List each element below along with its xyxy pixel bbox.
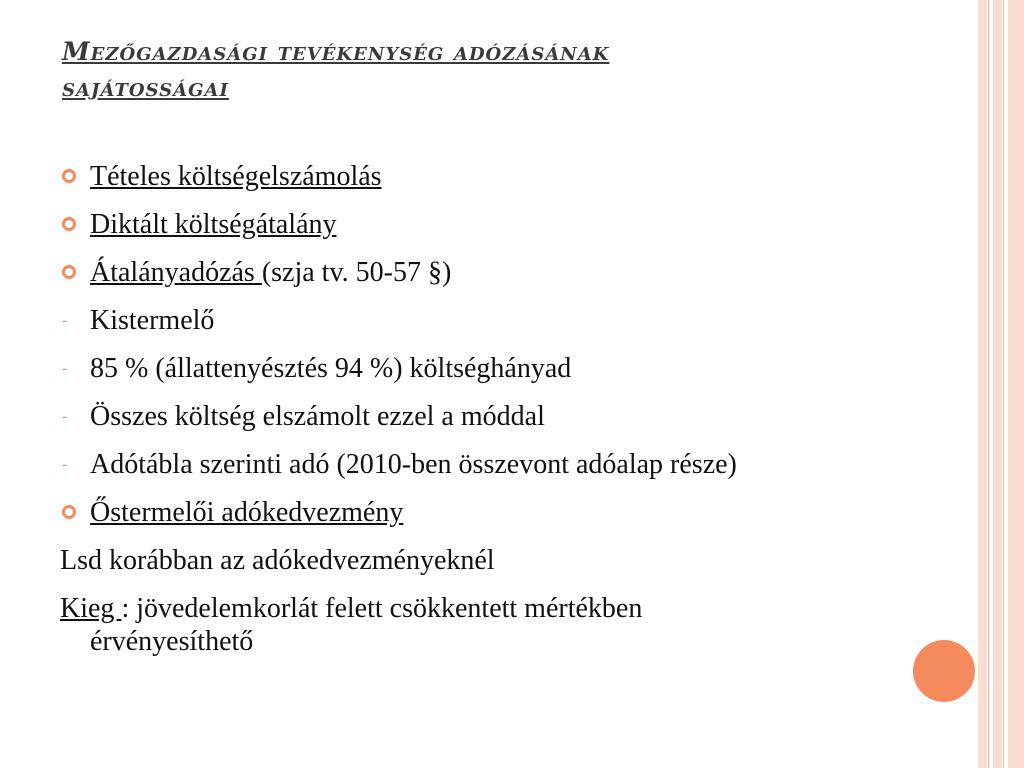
- plain-item: [60, 592, 750, 658]
- dash-bullet-icon: -: [62, 312, 68, 329]
- item-underlined-text: Tételes költségelszámolás: [90, 161, 382, 192]
- dash-item: [60, 304, 920, 337]
- bullet-item: [60, 256, 920, 289]
- slide-body: [60, 160, 920, 673]
- decorative-stripe: [1003, 0, 1004, 768]
- slide-title-line-2: sajátosságai: [62, 73, 229, 102]
- item-text: : jövedelemkorlát felett csökkentett mértékben érvényesíthető: [90, 593, 643, 657]
- decorative-stripe: [993, 0, 1002, 768]
- dash-item: [60, 352, 920, 385]
- accent-circle: [913, 640, 975, 702]
- circle-bullet-icon: [62, 505, 76, 519]
- bullet-item: [60, 160, 920, 193]
- decorative-stripe: [978, 0, 987, 768]
- slide-title-line-1: Mezőgazdasági tevékenység adózásának: [62, 37, 610, 66]
- item-text: Lsd korábban az adókedvezményeknél: [60, 545, 495, 576]
- item-text: Adótábla szerinti adó (2010-ben összevont adóalap része): [90, 449, 737, 480]
- item-underlined-text: Diktált költségátalány: [90, 209, 337, 240]
- bullet-item: [60, 496, 920, 529]
- circle-bullet-icon: [62, 217, 76, 231]
- decorative-stripe: [988, 0, 989, 768]
- circle-bullet-icon: [62, 169, 76, 183]
- item-underlined-text: Őstermelői adókedvezmény: [90, 497, 404, 528]
- item-text: Összes költség elszámolt ezzel a móddal: [90, 401, 545, 432]
- bullet-item: [60, 208, 920, 241]
- dash-item: [60, 448, 790, 481]
- item-text: Kistermelő: [90, 305, 215, 336]
- circle-bullet-icon: [62, 265, 76, 279]
- slide-title: [62, 34, 882, 106]
- dash-bullet-icon: -: [62, 360, 68, 377]
- dash-bullet-icon: -: [62, 456, 68, 473]
- plain-item: [60, 544, 920, 577]
- decorative-stripe: [1008, 0, 1024, 768]
- item-text: 85 % (állattenyésztés 94 %) költséghányad: [90, 353, 572, 384]
- dash-item: [60, 400, 920, 433]
- item-underlined-text: Átalányadózás: [90, 257, 262, 288]
- dash-bullet-icon: -: [62, 408, 68, 425]
- item-underlined-text: Kieg: [60, 593, 122, 624]
- item-text: (szja tv. 50-57 §): [261, 257, 452, 288]
